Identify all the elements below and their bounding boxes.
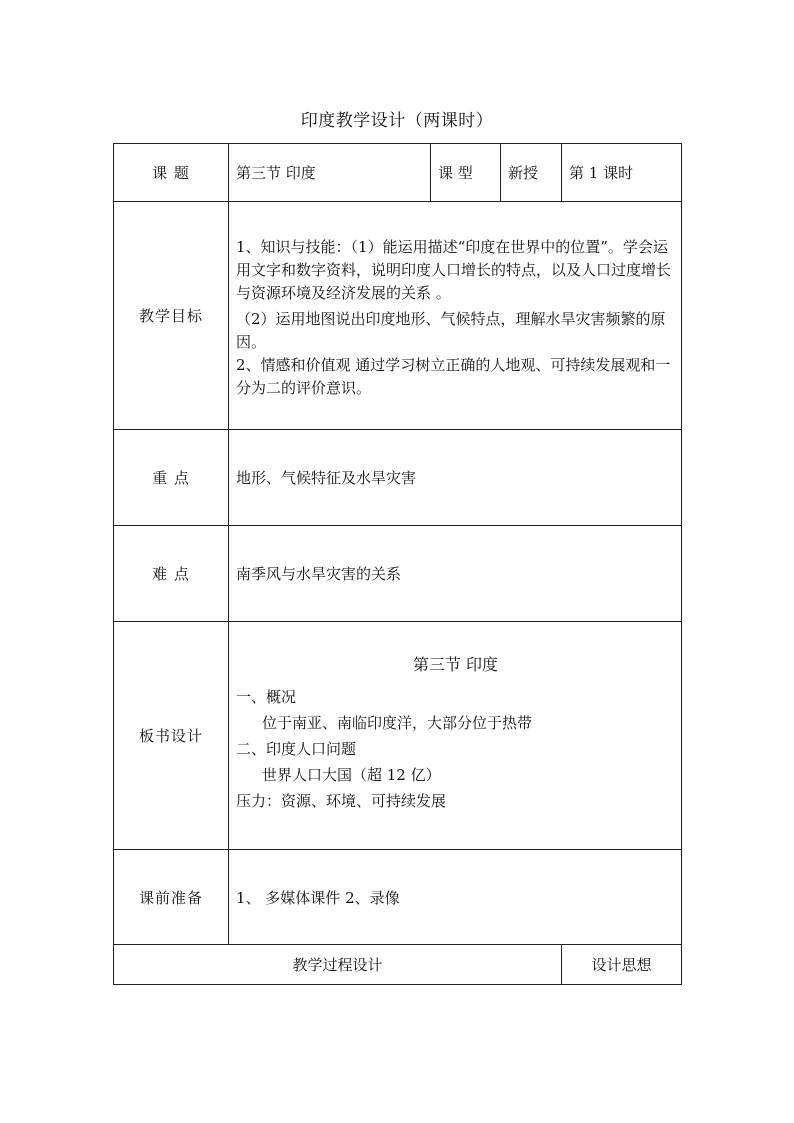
topic-label: 课 题	[114, 144, 229, 202]
objective-knowledge: 1、知识与技能：（1）能运用描述“印度在世界中的位置”。学会运用文字和数字资料，说明印度人口增长的特点，以及人口过度增长与资源环境及经济发展的关系 。	[236, 238, 672, 302]
process-design-header: 教学过程设计	[114, 945, 562, 985]
topic-row	[114, 144, 682, 202]
prep-value: 1、 多媒体课件 2、录像	[229, 850, 682, 945]
objectives-row	[114, 202, 682, 430]
board-row	[114, 622, 682, 850]
objective-map: （2）运用地图说出印度地形、气候特点，理解水旱灾害频繁的原因。	[236, 310, 666, 351]
objective-values: 2、情感和价值观 通过学习树立正确的人地观、可持续发展观和一分为二的评价意识。	[236, 356, 671, 397]
prep-label: 课前准备	[114, 850, 229, 945]
board-content	[229, 622, 682, 850]
design-thought-header: 设计思想	[562, 945, 682, 985]
difficulty-row	[114, 526, 682, 622]
board-line-location: 位于南亚、南临印度洋，大部分位于热带	[262, 714, 533, 732]
prep-row	[114, 850, 682, 945]
key-point-label: 重 点	[114, 430, 229, 526]
objectives-content	[229, 202, 682, 430]
key-point-row	[114, 430, 682, 526]
period-value: 第 1 课时	[562, 144, 682, 202]
board-label: 板书设计	[114, 622, 229, 850]
lesson-plan-table	[113, 143, 682, 985]
board-line-pressure: 压力：资源、环境、可持续发展	[236, 792, 447, 810]
type-value: 新授	[501, 144, 562, 202]
difficulty-value: 南季风与水旱灾害的关系	[229, 526, 682, 622]
type-label: 课 型	[431, 144, 501, 202]
difficulty-label: 难 点	[114, 526, 229, 622]
process-header-row	[114, 945, 682, 985]
board-line-overview: 一、概况	[236, 688, 297, 706]
objectives-label: 教学目标	[114, 202, 229, 430]
board-heading: 第三节 印度	[412, 655, 499, 674]
page-title: 印度教学设计（两课时）	[300, 111, 494, 131]
key-point-value: 地形、气候特征及水旱灾害	[229, 430, 682, 526]
topic-value: 第三节 印度	[229, 144, 431, 202]
board-line-population-size: 世界人口大国（超 12 亿）	[262, 766, 441, 784]
board-line-population: 二、印度人口问题	[236, 740, 357, 758]
